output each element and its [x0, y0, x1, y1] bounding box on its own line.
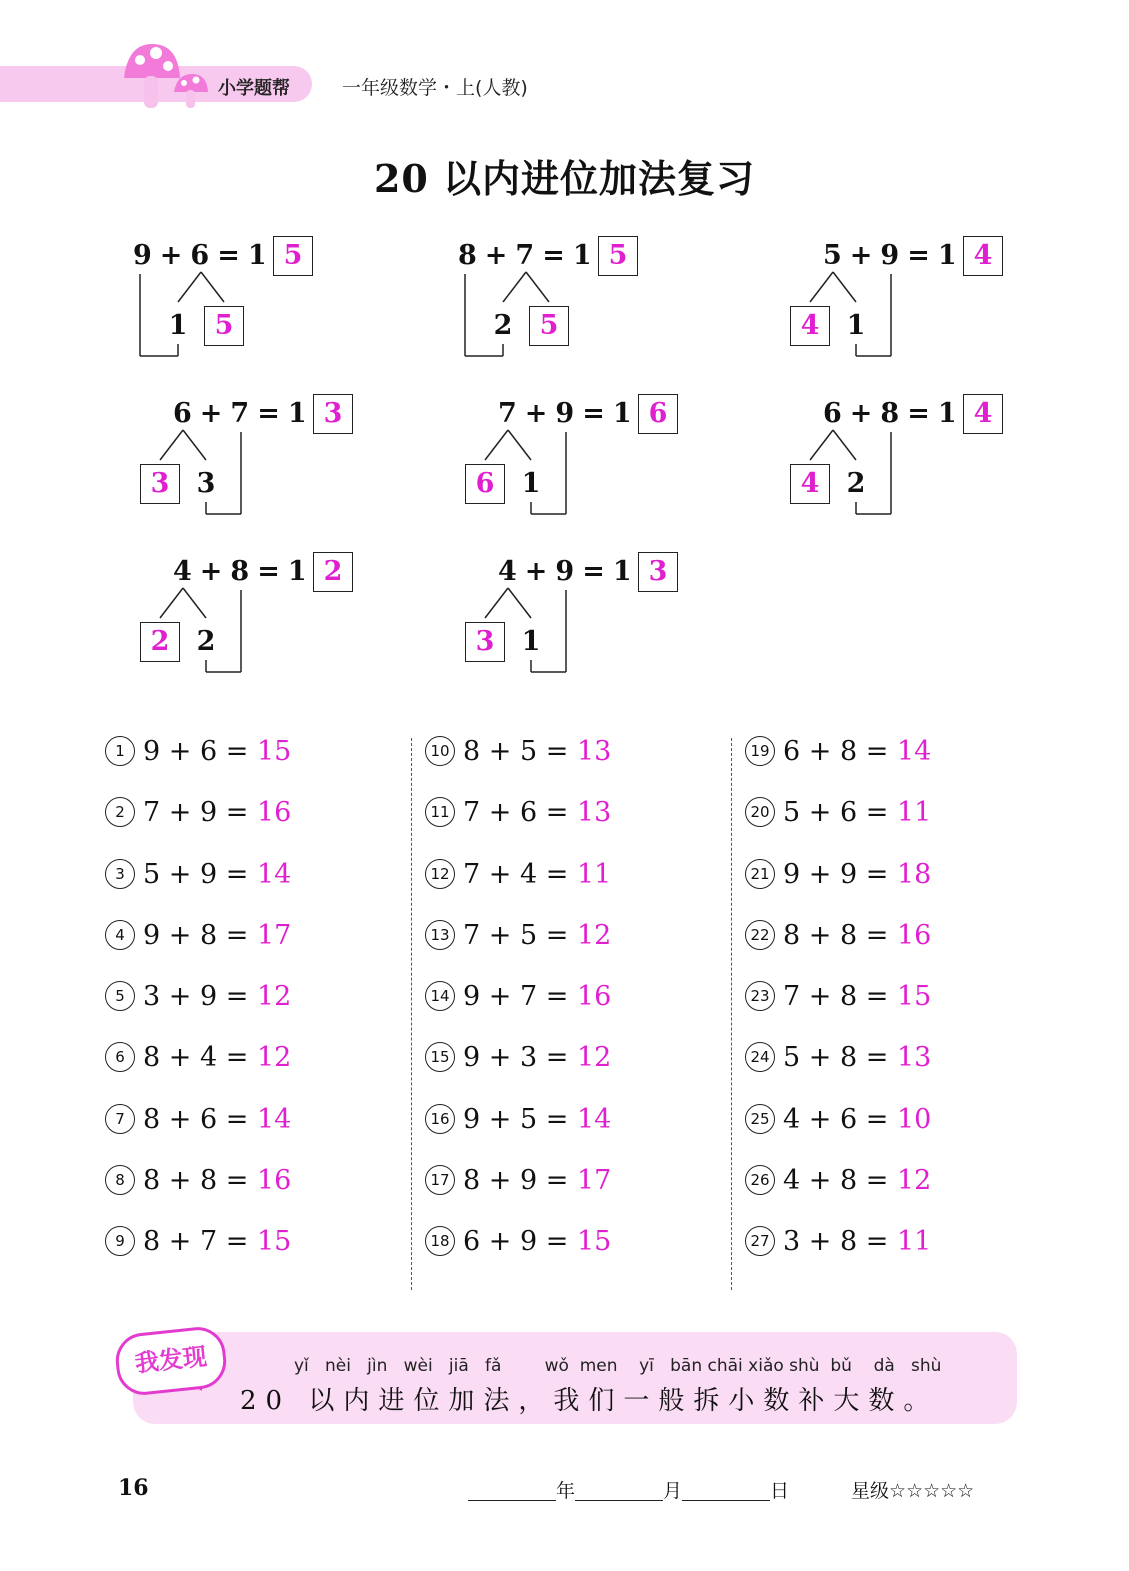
split-part-left[interactable]: 3 — [465, 622, 505, 662]
item-number: 10 — [425, 736, 455, 766]
item-number: 6 — [105, 1042, 135, 1072]
split-branch-right — [201, 272, 224, 302]
drill-item — [745, 730, 931, 791]
split-lines — [458, 236, 778, 366]
split-branch-right — [833, 272, 856, 302]
drill-item — [745, 853, 931, 914]
item-number: 9 — [105, 1226, 135, 1256]
split-part-right[interactable]: 5 — [529, 306, 569, 346]
item-answer[interactable]: 16 — [576, 981, 612, 1013]
plus-sign: + — [159, 240, 183, 271]
result-answer-box[interactable]: 2 — [313, 552, 353, 592]
drill-item — [425, 1220, 611, 1281]
mushroom-icon — [120, 40, 230, 112]
split-diagram — [458, 236, 778, 386]
item-number: 7 — [105, 1104, 135, 1134]
item-answer[interactable]: 18 — [896, 858, 932, 890]
item-expression: 9 + 9 = — [783, 858, 897, 890]
split-branch-right — [526, 272, 549, 302]
split-branch-right — [508, 430, 531, 460]
item-answer[interactable]: 12 — [896, 1165, 932, 1197]
drill-item — [425, 853, 611, 914]
plus-sign: + — [524, 556, 548, 587]
split-lines — [783, 394, 1103, 524]
result-answer-box[interactable]: 5 — [598, 236, 638, 276]
addend: 7 — [230, 398, 250, 429]
item-number: 24 — [745, 1042, 775, 1072]
split-part-left[interactable]: 4 — [790, 306, 830, 346]
item-number: 16 — [425, 1104, 455, 1134]
series-tag: 小学题帮 — [218, 78, 290, 99]
split-branch-left — [810, 272, 833, 302]
item-answer[interactable]: 10 — [896, 1103, 932, 1135]
split-diagram — [133, 552, 453, 702]
split-part-right: 1 — [521, 626, 541, 657]
column-divider — [411, 738, 412, 1290]
plus-sign: + — [199, 556, 223, 587]
item-expression: 5 + 8 = — [783, 1042, 897, 1074]
drill-item — [745, 975, 931, 1036]
item-expression: 9 + 5 = — [463, 1103, 577, 1135]
addend: 9 — [133, 240, 152, 271]
drill-item — [425, 914, 611, 975]
equals-sign: = — [542, 240, 565, 271]
item-number: 21 — [745, 859, 775, 889]
split-part-left: 2 — [493, 310, 513, 341]
item-answer[interactable]: 13 — [576, 797, 612, 829]
item-number: 2 — [105, 797, 135, 827]
item-answer[interactable]: 11 — [576, 858, 612, 890]
result-tens: 1 — [287, 556, 307, 587]
page-number: 16 — [118, 1475, 149, 1501]
split-part-right: 2 — [846, 468, 866, 499]
item-number: 27 — [745, 1226, 775, 1256]
split-part-right: 2 — [196, 626, 216, 657]
item-expression: 5 + 9 = — [143, 858, 257, 890]
pinyin-line: yǐ nèi jìn wèi jiā fǎ wǒ men yī bān chāi xiǎo shù bǔ dà shù — [294, 1356, 942, 1376]
addend: 8 — [880, 398, 900, 429]
book-title: 一年级数学・上(人教) — [342, 77, 528, 99]
item-answer[interactable]: 15 — [256, 1226, 292, 1258]
split-diagram — [133, 394, 453, 544]
item-expression: 7 + 5 = — [463, 919, 577, 951]
item-answer[interactable]: 17 — [576, 1165, 612, 1197]
drill-item — [425, 1098, 611, 1159]
item-number: 20 — [745, 797, 775, 827]
result-tens: 1 — [572, 240, 592, 271]
drill-item — [745, 1098, 931, 1159]
split-branch-left — [160, 588, 183, 618]
item-expression: 8 + 7 = — [143, 1226, 257, 1258]
item-expression: 9 + 8 = — [143, 919, 257, 951]
drill-item — [745, 1159, 931, 1220]
item-number: 25 — [745, 1104, 775, 1134]
drill-column — [105, 730, 291, 1282]
item-number: 4 — [105, 920, 135, 950]
item-number: 13 — [425, 920, 455, 950]
item-number: 26 — [745, 1165, 775, 1195]
equals-sign: = — [582, 556, 605, 587]
addend: 6 — [823, 398, 842, 429]
item-number: 3 — [105, 859, 135, 889]
item-number: 11 — [425, 797, 455, 827]
item-number: 14 — [425, 981, 455, 1011]
plus-sign: + — [199, 398, 223, 429]
drill-item — [105, 1220, 291, 1281]
drill-item — [745, 914, 931, 975]
split-diagram — [458, 552, 778, 702]
item-answer[interactable]: 14 — [576, 1103, 612, 1135]
split-lines — [783, 236, 1103, 366]
equals-sign: = — [907, 398, 930, 429]
result-answer-box[interactable]: 3 — [313, 394, 353, 434]
plus-sign: + — [849, 240, 873, 271]
item-expression: 3 + 9 = — [143, 981, 257, 1013]
split-lines — [133, 394, 453, 524]
item-expression: 6 + 9 = — [463, 1226, 577, 1258]
addend: 4 — [498, 556, 517, 587]
star-rating[interactable]: 星级☆☆☆☆☆ — [851, 1480, 975, 1502]
day-blank[interactable] — [682, 1480, 770, 1501]
item-number: 15 — [425, 1042, 455, 1072]
item-expression: 8 + 5 = — [463, 736, 577, 767]
discovery-text: 20 以内进位加法，我们一般拆小数补大数。 — [240, 1386, 939, 1416]
item-answer[interactable]: 13 — [896, 1042, 932, 1074]
item-answer[interactable]: 12 — [256, 1042, 292, 1074]
split-diagram — [783, 394, 1103, 544]
item-answer[interactable]: 15 — [576, 1226, 612, 1258]
drill-item — [745, 1036, 931, 1097]
item-answer[interactable]: 16 — [256, 797, 292, 829]
year-label: 年 — [556, 1480, 576, 1502]
result-tens: 1 — [612, 556, 632, 587]
equals-sign: = — [907, 240, 930, 271]
split-part-right: 1 — [846, 310, 866, 341]
equals-sign: = — [217, 240, 240, 271]
split-lines — [458, 552, 778, 682]
split-branch-right — [183, 588, 206, 618]
equals-sign: = — [582, 398, 605, 429]
item-answer[interactable]: 12 — [576, 919, 612, 951]
item-expression: 8 + 4 = — [143, 1042, 257, 1074]
year-blank[interactable] — [468, 1480, 556, 1501]
plus-sign: + — [524, 398, 548, 429]
item-expression: 9 + 7 = — [463, 981, 577, 1013]
split-branch-left — [810, 430, 833, 460]
addend: 6 — [190, 240, 210, 271]
drill-column — [425, 730, 611, 1282]
result-tens: 1 — [247, 240, 267, 271]
split-part-left[interactable]: 4 — [790, 464, 830, 504]
addend: 9 — [555, 556, 575, 587]
result-answer-box[interactable]: 5 — [273, 236, 313, 276]
drill-item — [105, 853, 291, 914]
drill-item — [425, 730, 611, 791]
split-branch-left — [485, 430, 508, 460]
split-branch-left — [503, 272, 526, 302]
addend: 7 — [515, 240, 535, 271]
split-branch-left — [485, 588, 508, 618]
item-answer[interactable]: 11 — [896, 1226, 932, 1258]
discovery-badge: 我发现 — [113, 1324, 229, 1397]
split-branch-left — [160, 430, 183, 460]
item-number: 23 — [745, 981, 775, 1011]
addend: 7 — [498, 398, 517, 429]
equals-sign: = — [257, 398, 280, 429]
result-answer-box[interactable]: 3 — [638, 552, 678, 592]
item-answer[interactable]: 16 — [896, 919, 932, 951]
split-lines — [133, 236, 453, 366]
item-answer[interactable]: 14 — [896, 736, 932, 767]
split-part-left[interactable]: 2 — [140, 622, 180, 662]
day-label: 日 — [770, 1480, 790, 1502]
split-branch-right — [508, 588, 531, 618]
item-number: 8 — [105, 1165, 135, 1195]
item-number: 17 — [425, 1165, 455, 1195]
addend: 5 — [823, 240, 842, 271]
item-expression: 7 + 6 = — [463, 797, 577, 829]
split-part-left[interactable]: 3 — [140, 464, 180, 504]
drill-item — [745, 791, 931, 852]
item-answer[interactable]: 12 — [256, 981, 292, 1013]
drill-item — [105, 914, 291, 975]
drill-item — [425, 791, 611, 852]
drill-item — [105, 1098, 291, 1159]
item-expression: 9 + 6 = — [143, 736, 257, 767]
page-title: 20 以内进位加法复习 — [373, 156, 756, 201]
item-expression: 7 + 4 = — [463, 858, 577, 890]
result-answer-box[interactable]: 4 — [963, 236, 1003, 276]
item-number: 22 — [745, 920, 775, 950]
result-tens: 1 — [612, 398, 632, 429]
item-answer[interactable]: 14 — [256, 858, 292, 890]
drill-item — [105, 1036, 291, 1097]
addend: 9 — [555, 398, 575, 429]
drill-item — [425, 1159, 611, 1220]
column-divider — [731, 738, 732, 1290]
result-answer-box[interactable]: 6 — [638, 394, 678, 434]
addend: 8 — [230, 556, 250, 587]
drill-item — [425, 975, 611, 1036]
addend: 9 — [880, 240, 900, 271]
split-diagram — [133, 236, 453, 386]
drill-item — [105, 791, 291, 852]
split-branch-right — [833, 430, 856, 460]
item-expression: 6 + 8 = — [783, 736, 897, 767]
item-number: 5 — [105, 981, 135, 1011]
item-expression: 8 + 9 = — [463, 1165, 577, 1197]
item-answer[interactable]: 16 — [256, 1165, 292, 1197]
split-part-right[interactable]: 5 — [204, 306, 244, 346]
result-tens: 1 — [937, 240, 957, 271]
addend: 6 — [173, 398, 192, 429]
item-expression: 8 + 8 = — [783, 919, 897, 951]
drill-column — [745, 730, 931, 1282]
item-expression: 9 + 3 = — [463, 1042, 577, 1074]
plus-sign: + — [849, 398, 873, 429]
split-part-left: 1 — [168, 310, 188, 341]
split-lines — [458, 394, 778, 524]
equals-sign: = — [257, 556, 280, 587]
drill-item — [105, 975, 291, 1036]
item-answer[interactable]: 11 — [896, 797, 932, 829]
item-expression: 3 + 8 = — [783, 1226, 897, 1258]
drill-item — [105, 1159, 291, 1220]
item-answer[interactable]: 13 — [576, 736, 612, 767]
drill-item — [745, 1220, 931, 1281]
date-rating-line — [468, 1476, 974, 1503]
item-answer[interactable]: 15 — [256, 736, 292, 767]
item-expression: 4 + 6 = — [783, 1103, 897, 1135]
split-diagram — [458, 394, 778, 544]
item-number: 18 — [425, 1226, 455, 1256]
drill-item — [425, 1036, 611, 1097]
plus-sign: + — [484, 240, 508, 271]
split-part-right: 3 — [196, 468, 216, 499]
month-label: 月 — [663, 1480, 683, 1502]
result-answer-box[interactable]: 4 — [963, 394, 1003, 434]
item-answer[interactable]: 17 — [256, 919, 292, 951]
split-branch-left — [178, 272, 201, 302]
item-number: 19 — [745, 736, 775, 766]
month-blank[interactable] — [575, 1480, 663, 1501]
addend: 4 — [173, 556, 192, 587]
item-expression: 5 + 6 = — [783, 797, 897, 829]
split-part-left[interactable]: 6 — [465, 464, 505, 504]
item-answer[interactable]: 12 — [576, 1042, 612, 1074]
result-tens: 1 — [937, 398, 957, 429]
item-expression: 8 + 6 = — [143, 1103, 257, 1135]
split-part-right: 1 — [521, 468, 541, 499]
item-expression: 7 + 8 = — [783, 981, 897, 1013]
item-answer[interactable]: 14 — [256, 1103, 292, 1135]
item-answer[interactable]: 15 — [896, 981, 932, 1013]
addend: 8 — [458, 240, 477, 271]
item-expression: 7 + 9 = — [143, 797, 257, 829]
drill-item — [105, 730, 291, 791]
split-lines — [133, 552, 453, 682]
item-number: 12 — [425, 859, 455, 889]
result-tens: 1 — [287, 398, 307, 429]
item-expression: 4 + 8 = — [783, 1165, 897, 1197]
split-branch-right — [183, 430, 206, 460]
item-expression: 8 + 8 = — [143, 1165, 257, 1197]
split-diagram — [783, 236, 1103, 386]
item-number: 1 — [105, 736, 135, 766]
